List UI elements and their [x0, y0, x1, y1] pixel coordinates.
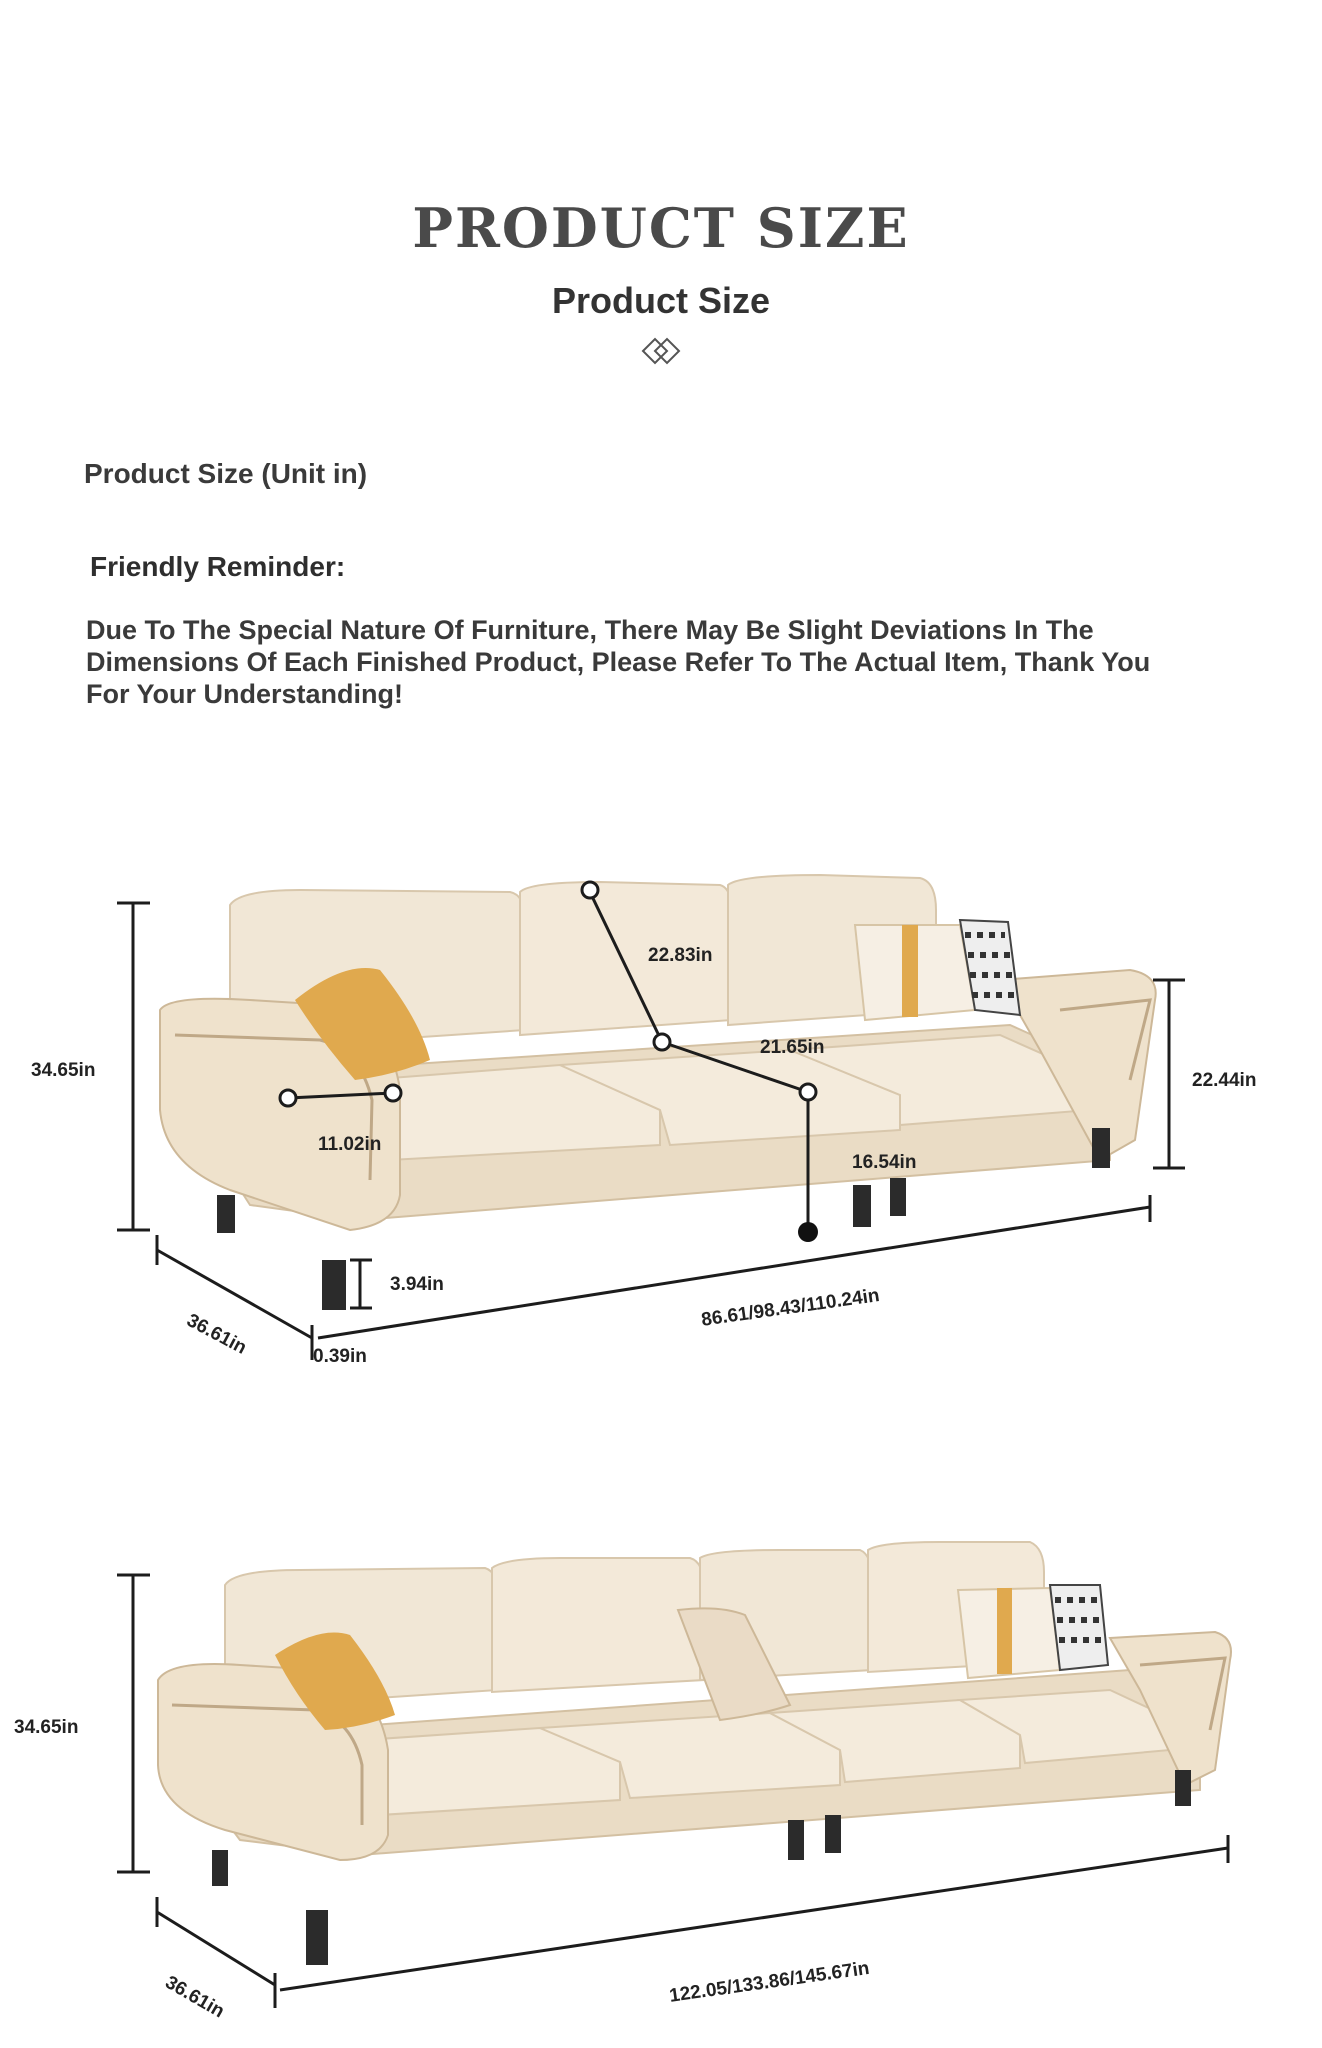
sofa1-seat-height-label: 16.54in	[852, 1152, 917, 1173]
sofa1-arm-height-label: 22.44in	[1192, 1070, 1257, 1091]
sofa1-back-depth-label: 22.83in	[648, 945, 713, 966]
reminder-text: Due To The Special Nature Of Furniture, There May Be Slight Deviations In The Dimensions Of Each Finished Product, Please Refer To The Actual Item, Thank You For Your Understanding!	[86, 615, 1151, 709]
sofa1-seat-depth-label: 21.65in	[760, 1037, 825, 1058]
reminder-title: Friendly Reminder:	[90, 551, 346, 582]
sofa2-length-label: 122.05/133.86/145.67in	[668, 1957, 871, 2007]
sofa1-arm-width-label: 11.02in	[318, 1134, 382, 1155]
sofa1-leg-height-label: 3.94in	[390, 1274, 444, 1295]
unit-title: Product Size (Unit in)	[84, 458, 368, 489]
sofa2-depth-label: 36.61in	[161, 1972, 228, 2023]
sofa-4-seat-image	[0, 1530, 1322, 2048]
sofa1-height-label: 34.65in	[31, 1060, 96, 1081]
sofa2-height-label: 34.65in	[14, 1717, 79, 1738]
sofa1-depth-label: 36.61in	[183, 1310, 250, 1359]
diamond-ornament-icon	[637, 333, 685, 369]
sofa1-clearance-label: 0.39in	[313, 1346, 367, 1367]
page-subtitle: Product Size	[551, 280, 771, 321]
page-title-serif: PRODUCT SIZE	[412, 196, 910, 260]
sofa1-length-label: 86.61/98.43/110.24in	[700, 1285, 881, 1331]
sofa-3-seat-image	[0, 860, 1322, 1380]
